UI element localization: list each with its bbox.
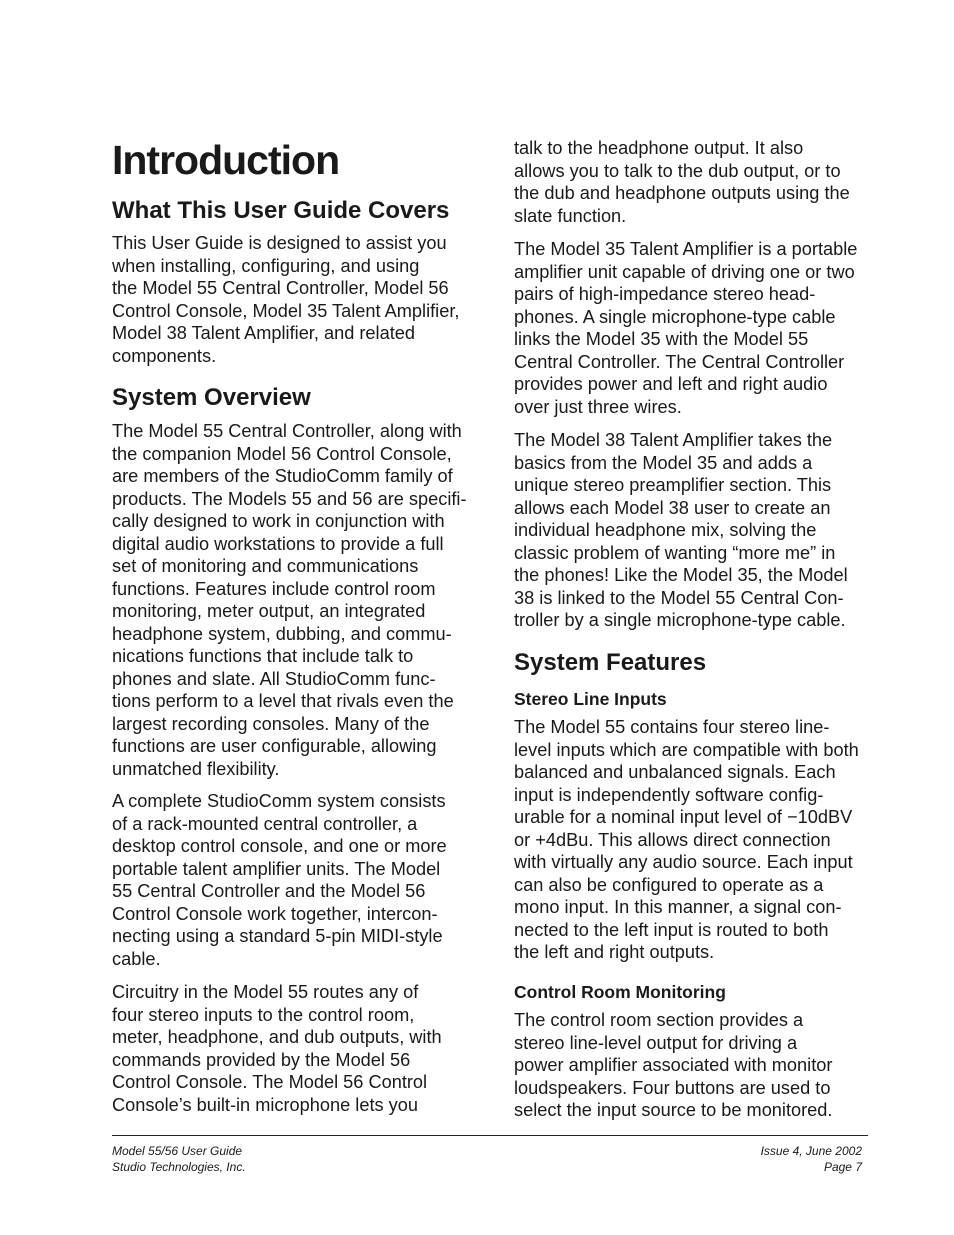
- heading-what-this-guide-covers: What This User Guide Covers: [112, 197, 450, 224]
- paragraph-guide-covers: This User Guide is designed to assist you when installing, configuring, and using the Model 55 Central Controller, Model 56 Control Console, Model 35 Talent Amplifier, Model 38 Talent Amplifier, and related components.: [112, 233, 460, 366]
- paragraph-model-38: The Model 38 Talent Amplifier takes the basics from the Model 35 and adds a unique stereo preamplifier section. This allows each Model 38 user to create an individual headphone mix, solving the classic problem of wanting “more me” in the phones! Like the Model 35, the Model 38 is linked to the Model 55 Central Con- troller by a single microphone-type cable.: [514, 430, 848, 630]
- footer-left: Model 55/56 User Guide Studio Technologies, Inc.: [112, 1144, 246, 1174]
- paragraph-control-room-monitoring: The control room section provides a stereo line-level output for driving a power amplifier associated with monitor loudspeakers. Four buttons are used to select the input source to be monitored.: [514, 1010, 833, 1120]
- heading-system-features: System Features: [514, 649, 707, 676]
- heading-system-overview: System Overview: [112, 384, 311, 411]
- paragraph-continued: talk to the headphone output. It also allows you to talk to the dub output, or to the dub and headphone outputs using the slate function.: [514, 138, 850, 226]
- paragraph-overview-2: A complete StudioComm system consists of a rack-mounted central controller, a desktop control console, and one or more portable talent amplifier units. The Model 55 Central Controller and the Model 56 Control Console work together, intercon- necting using a standard 5-pin MIDI-style cable.: [112, 791, 447, 969]
- paragraph-stereo-line-inputs: The Model 55 contains four stereo line- level inputs which are compatible with both balanced and unbalanced signals. Each input is independently software config- urable for a nominal input level of −10dBV or +4dBu. This allows direct connection with virtually any audio source. Each input can also be configured to operate as a mono input. In this manner, a signal con- nected to the left input is routed to both the left and right outputs.: [514, 717, 859, 962]
- paragraph-overview-3: Circuitry in the Model 55 routes any of four stereo inputs to the control room, meter, headphone, and dub outputs, with commands provided by the Model 56 Control Console. The Model 56 Control Console’s built-in microphone lets you: [112, 982, 442, 1115]
- subheading-control-room-monitoring: Control Room Monitoring: [514, 982, 726, 1002]
- paragraph-overview-1: The Model 55 Central Controller, along with the companion Model 56 Control Console, are members of the StudioComm family of products. The Models 55 and 56 are specifi- cally designed to work in conjunction with digital audio workstations to provide a full set of monitoring and communications functions. Features include control room monitoring, meter output, an integrated headphone system, dubbing, and commu- nications functions that include talk to phones and slate. All StudioComm func- tions perform to a level that rivals even the largest recording consoles. Many of the functions are user configurable, allowing unmatched flexibility.: [112, 421, 467, 779]
- footer-right: Issue 4, June 2002 Page 7: [760, 1144, 862, 1174]
- page-title: Introduction: [112, 137, 340, 183]
- footer-rule: [112, 1135, 868, 1136]
- paragraph-model-35: The Model 35 Talent Amplifier is a portable amplifier unit capable of driving one or two pairs of high-impedance stereo head- phones. A single microphone-type cable links the Model 35 with the Model 55 Central Controller. The Central Controller provides power and left and right audio over just three wires.: [514, 239, 858, 417]
- subheading-stereo-line-inputs: Stereo Line Inputs: [514, 689, 667, 709]
